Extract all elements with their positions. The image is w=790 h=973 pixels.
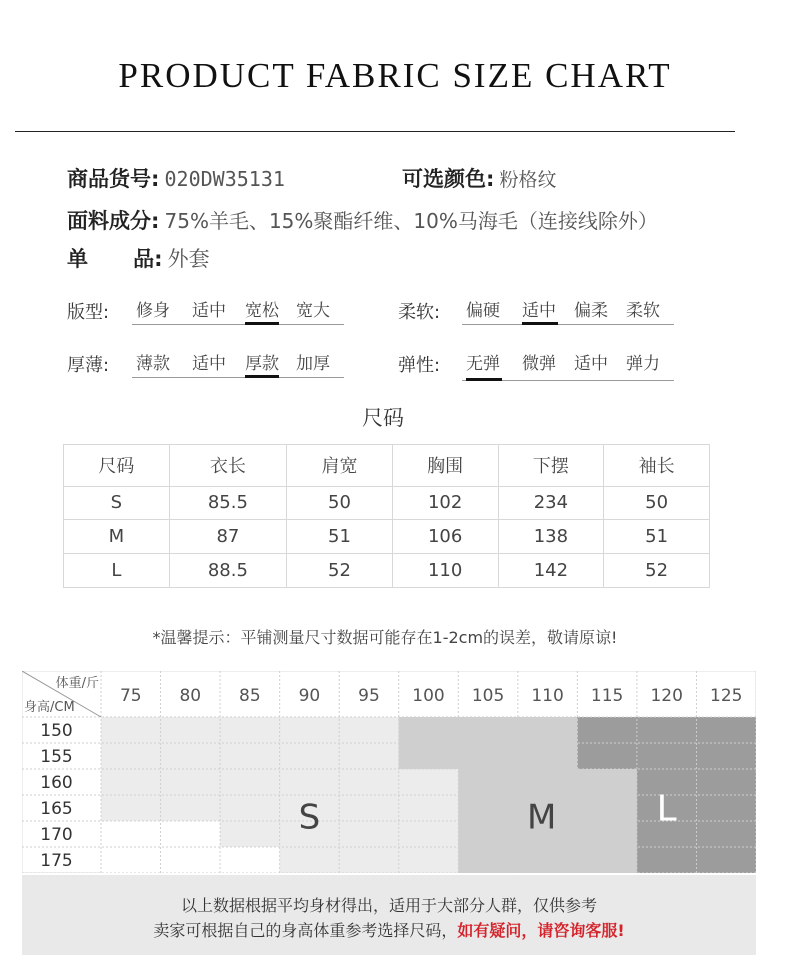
fit-option: 适中	[192, 301, 226, 321]
footer-line-2	[22, 918, 756, 941]
elasticity-label: 弹性:	[398, 355, 441, 376]
height-label: 165	[40, 799, 73, 819]
footer-line-1: 以上数据根据平均身材得出，适用于大部分人群，仅供参考	[180, 896, 597, 915]
size-table	[63, 444, 710, 588]
column-header: 衣长	[169, 445, 286, 487]
weight-header: 110	[531, 686, 564, 706]
table-cell: L	[64, 554, 170, 588]
grid-cell	[458, 743, 518, 770]
grid-cell	[161, 847, 221, 873]
grid-cell	[161, 795, 221, 822]
corner-height-label: 身高/CM	[24, 700, 75, 715]
grid-cell	[577, 717, 637, 744]
grid-cell	[280, 847, 340, 873]
table-cell: 51	[604, 520, 710, 554]
grid-cell	[458, 821, 518, 848]
table-cell: 138	[498, 520, 604, 554]
sku-label: 商品货号:	[67, 167, 160, 191]
item-value: 外套	[167, 247, 210, 271]
grid-cell	[101, 795, 161, 822]
color-row	[402, 163, 557, 193]
softness-scale-line	[462, 324, 674, 325]
grid-cell	[339, 769, 399, 796]
grid-cell	[161, 769, 221, 796]
color-value: 粉格纹	[499, 169, 557, 191]
softness-selected-marker	[522, 322, 558, 325]
column-header: 尺码	[64, 445, 170, 487]
grid-cell	[399, 821, 459, 848]
grid-cell	[577, 795, 637, 822]
grid-cell	[220, 795, 280, 822]
grid-cell	[220, 769, 280, 796]
grid-cell	[220, 847, 280, 873]
table-row	[64, 486, 710, 520]
grid-cell	[339, 795, 399, 822]
grid-cell	[101, 743, 161, 770]
thickness-option: 薄款	[136, 354, 170, 374]
column-header: 袖长	[604, 445, 710, 487]
grid-cell	[101, 769, 161, 796]
grid-cell	[399, 743, 459, 770]
weight-header: 90	[298, 686, 321, 706]
grid-cell	[339, 847, 399, 873]
softness-option: 柔软	[626, 301, 660, 321]
elasticity-option: 适中	[574, 354, 608, 374]
thickness-label: 厚薄:	[67, 355, 110, 376]
thickness-option: 加厚	[296, 354, 330, 374]
column-header: 下摆	[498, 445, 604, 487]
fit-scale-line	[132, 324, 344, 325]
sku-row	[67, 163, 285, 193]
grid-cell	[696, 821, 756, 848]
table-cell: 110	[392, 554, 498, 588]
table-cell: 88.5	[169, 554, 286, 588]
table-cell: 50	[604, 486, 710, 520]
column-header: 胸围	[392, 445, 498, 487]
grid-cell	[577, 743, 637, 770]
height-label: 150	[40, 721, 73, 741]
grid-cell	[577, 821, 637, 848]
fit-option: 宽大	[296, 301, 330, 321]
grid-cell	[458, 717, 518, 744]
grid-cell	[518, 717, 578, 744]
grid-cell	[577, 847, 637, 873]
column-header: 肩宽	[287, 445, 393, 487]
grid-cell	[101, 847, 161, 873]
grid-cell	[637, 847, 697, 873]
weight-header: 95	[358, 686, 380, 706]
softness-label: 柔软:	[398, 302, 441, 323]
grid-cell	[220, 821, 280, 848]
color-label: 可选颜色:	[402, 167, 495, 191]
item-label-part1: 单	[67, 247, 88, 271]
size-region-label-s: S	[298, 797, 321, 838]
grid-cell	[399, 769, 459, 796]
thickness-option-selected: 厚款	[245, 354, 279, 374]
grid-cell	[161, 821, 221, 848]
grid-cell	[577, 769, 637, 796]
grid-cell	[696, 717, 756, 744]
weight-header: 120	[650, 686, 683, 706]
height-label: 170	[40, 825, 73, 845]
table-row	[64, 520, 710, 554]
size-recommendation-svg	[22, 671, 756, 873]
grid-cell	[399, 717, 459, 744]
item-label-part2: 品:	[133, 247, 163, 271]
grid-cell	[161, 743, 221, 770]
sku-value: 020DW35131	[164, 167, 285, 191]
softness-option: 偏硬	[466, 301, 500, 321]
grid-cell	[637, 743, 697, 770]
thickness-option: 适中	[192, 354, 226, 374]
weight-header: 125	[710, 686, 743, 706]
fit-option: 修身	[136, 301, 170, 321]
fabric-value: 75%羊毛、15%聚酯纤维、10%马海毛（连接线除外）	[164, 209, 658, 233]
grid-cell	[696, 743, 756, 770]
fabric-row	[67, 205, 658, 235]
item-row	[67, 243, 210, 273]
table-cell: 85.5	[169, 486, 286, 520]
elasticity-selected-marker	[466, 378, 502, 381]
weight-header: 115	[590, 686, 624, 706]
size-region-label-l: L	[656, 788, 677, 830]
grid-cell	[220, 717, 280, 744]
elasticity-option-selected: 无弹	[466, 354, 500, 374]
size-region-label-m: M	[526, 797, 557, 838]
grid-cell	[339, 821, 399, 848]
grid-cell	[696, 795, 756, 822]
grid-cell	[518, 743, 578, 770]
table-cell: 102	[392, 486, 498, 520]
table-cell: 52	[604, 554, 710, 588]
table-cell: 106	[392, 520, 498, 554]
grid-cell	[220, 743, 280, 770]
grid-cell	[101, 821, 161, 848]
table-row	[64, 554, 710, 588]
grid-cell	[339, 717, 399, 744]
corner-weight-label: 体重/斤	[55, 676, 99, 691]
weight-header: 105	[471, 686, 505, 706]
grid-cell	[339, 743, 399, 770]
grid-cell	[399, 795, 459, 822]
weight-header: 75	[119, 686, 142, 706]
softness-option: 偏柔	[574, 301, 608, 321]
grid-cell	[696, 769, 756, 796]
elasticity-option: 微弹	[522, 354, 556, 374]
size-table-header-row	[64, 445, 710, 487]
fit-selected-marker	[245, 322, 279, 325]
grid-cell	[637, 717, 697, 744]
table-cell: 234	[498, 486, 604, 520]
height-label: 155	[40, 747, 73, 767]
thickness-scale-line	[132, 377, 344, 378]
grid-cell	[161, 717, 221, 744]
title-divider	[15, 131, 735, 132]
weight-header: 80	[179, 686, 202, 706]
grid-cell	[518, 769, 578, 796]
grid-cell	[280, 769, 340, 796]
table-cell: 87	[169, 520, 286, 554]
grid-cell	[458, 847, 518, 873]
measurement-note: *温馨提示：平铺测量尺寸数据可能存在1-2cm的误差，敬请原谅!	[152, 628, 618, 647]
softness-option-selected: 适中	[522, 301, 556, 321]
table-cell: M	[64, 520, 170, 554]
table-cell: 52	[287, 554, 393, 588]
footer-contact-text: 如有疑问，请咨询客服!	[457, 921, 625, 940]
fabric-label: 面料成分:	[67, 209, 160, 233]
height-label: 160	[40, 773, 73, 793]
elasticity-option: 弹力	[626, 354, 660, 374]
fit-option-selected: 宽松	[245, 301, 279, 321]
grid-cell	[518, 847, 578, 873]
grid-cell	[399, 847, 459, 873]
grid-cell	[280, 743, 340, 770]
grid-cell	[696, 847, 756, 873]
table-cell: S	[64, 486, 170, 520]
footer-line-2-text: 卖家可根据自己的身高体重参考选择尺码，	[153, 921, 458, 940]
grid-cell	[280, 717, 340, 744]
table-cell: 51	[287, 520, 393, 554]
weight-header: 85	[239, 686, 261, 706]
page-title: PRODUCT FABRIC SIZE CHART	[118, 56, 672, 95]
grid-cell	[458, 795, 518, 822]
grid-cell	[458, 769, 518, 796]
size-table-heading: 尺码	[362, 406, 404, 430]
weight-header: 100	[412, 686, 445, 706]
grid-cell	[101, 717, 161, 744]
size-recommendation-grid	[22, 671, 756, 873]
table-cell: 142	[498, 554, 604, 588]
fit-label: 版型:	[67, 302, 110, 323]
table-cell: 50	[287, 486, 393, 520]
height-label: 175	[40, 851, 73, 871]
thickness-selected-marker	[245, 375, 279, 378]
